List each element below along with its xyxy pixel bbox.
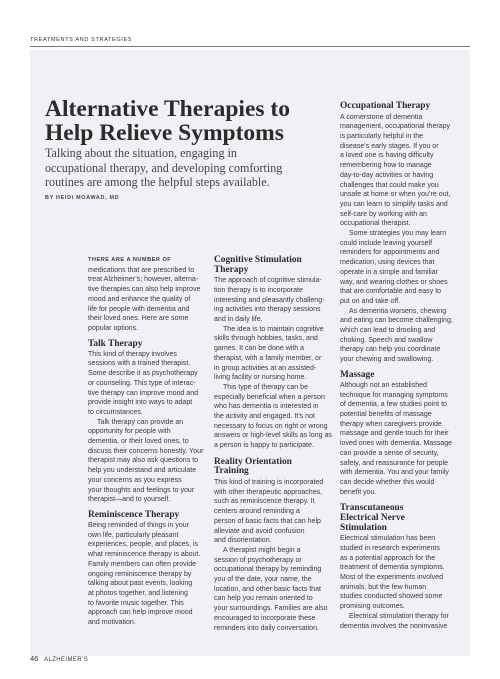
reminiscence-therapy-paragraph: Being reminded of things in your own life, particularly pleasant experiences, people, and places, is what reminiscence therapy is about. Family members can often provide ongoing reminiscence therapy by talking about past events, looking at photos together, and listening to favorite music together. This approach can help improve mood and motivation. xyxy=(88,522,201,627)
reminiscence-therapy-heading: Reminiscence Therapy xyxy=(88,509,180,520)
cognitive-stimulation-paragraph: The idea is to maintain cognitive skills through hobbies, tasks, and games. It can be done with a therapist, with a family member, or in group activities at an assisted- living facility or nursing home. xyxy=(214,325,324,382)
column-3 xyxy=(340,102,468,631)
page-number: 46 xyxy=(30,654,39,663)
column-1 xyxy=(88,256,216,628)
reality-orientation-heading: Reality Orientation Training xyxy=(214,456,292,477)
intro-paragraph: medications that are prescribed to treat Alzheimer’s; however, alterna- tive therapies can also help improve mood and enhance the quality of life for people with dementia and their loved ones. Here are some popular options. xyxy=(88,266,201,332)
section-label: TREATMENTS AND STRATEGIES xyxy=(30,37,133,43)
occupational-therapy-paragraph: Some strategies you may learn could include leaving yourself reminders for appointments and medication, using devices that operate in a simple and familiar way, and wearing clothes or shoes that are comfortable and easy to put on and take off. xyxy=(340,230,448,305)
occupational-therapy-heading: Occupational Therapy xyxy=(340,101,431,111)
header-rule xyxy=(30,46,470,47)
publication-name: ALZHEIMER’S xyxy=(44,657,89,663)
cognitive-stimulation-paragraph: The approach of cognitive stimula- tion therapy is to incorporate interesting and pleasantly challeng- ing activities into therapy sessions and in daily life. xyxy=(214,277,325,323)
occupational-therapy-paragraph: A cornerstone of dementia management, occupational therapy is particularly helpful in the disease’s early stages. If you or a loved one is having difficulty remembering how to manage day-to-day activities or having challenges that could make you unsafe at home or when you’re out, you can learn to simplify tasks and self-care by working with an occupational therapist. xyxy=(340,113,451,228)
massage-paragraph: Although not an established technique for managing symptoms of dementia, a few studies point to potential benefits of massage therapy when caregivers provide massage and gentle touch for their loved ones with dementia. Massage can provide a sense of security, safety, and reassurance for people with dementia. You and your family can decide whether this would benefit you. xyxy=(340,381,453,496)
cognitive-stimulation-paragraph: This type of therapy can be especially beneficial when a person who has dementia is interested in the activity and engaged. It’s not necessary to focus on right or wrong answers or high-level skills as long as a person is happy to participate. xyxy=(214,383,332,450)
reality-orientation-paragraph: A therapist might begin a session of psychotherapy or occupational therapy by reminding you of the date, your name, the location, and other basic facts that can help you remain oriented to your surroundings. Families are also encouraged to incorporate these reminders into daily conversation. xyxy=(214,546,328,632)
massage-heading: Massage xyxy=(340,369,375,380)
talk-therapy-heading: Talk Therapy xyxy=(88,338,143,349)
byline: BY HEIDI MOAWAD, MD xyxy=(45,195,120,201)
talk-therapy-paragraph: Talk therapy can provide an opportunity for people with dementia, or their loved ones, to discuss their concerns honestly. Your therapist may also ask questions to help you understand and articulate your concerns as you express your thoughts and feelings to your therapist—and to yourself. xyxy=(88,418,204,504)
article-title: Alternative Therapies to Help Relieve Symptoms xyxy=(45,96,290,146)
page-footer xyxy=(30,654,88,663)
reality-orientation-paragraph: This kind of training is incorporated with other therapeutic approaches, such as reminiscence therapy. It centers around reminding a person of basic facts that can help alleviate and avoid confusion and disorientation. xyxy=(214,479,324,545)
tens-paragraph: Electrical stimulation therapy for dementia involves the noninvasive xyxy=(340,612,449,630)
cognitive-stimulation-heading: Cognitive Stimulation Therapy xyxy=(214,255,302,275)
occupational-therapy-paragraph: As dementia worsens, chewing and eating can become challenging, which can lead to drooling and choking. Speech and swallow therapy can help you coordinate your chewing and swallowing. xyxy=(340,307,453,364)
article-subtitle: Talking about the situation, engaging in occupational therapy, and developing comforting routines are among the helpful steps available. xyxy=(45,146,283,189)
tens-heading: Transcutaneous Electrical Nerve Stimulation xyxy=(340,503,405,533)
column-2 xyxy=(214,256,342,633)
talk-therapy-paragraph: This kind of therapy involves sessions with a trained therapist. Some describe it as psychotherapy or counseling. This type of interac- tive therapy can improve mood and provide insight into ways to adapt to circumstances. xyxy=(88,350,199,416)
tens-paragraph: Electrical stimulation has been studied in research experiments as a potential approach for the treatment of dementia symptoms. Most of the experiments involved animals, but the few human studies conducted showed some promising outcomes. xyxy=(340,535,445,611)
lead-in: THERE ARE A NUMBER OF xyxy=(88,257,172,263)
